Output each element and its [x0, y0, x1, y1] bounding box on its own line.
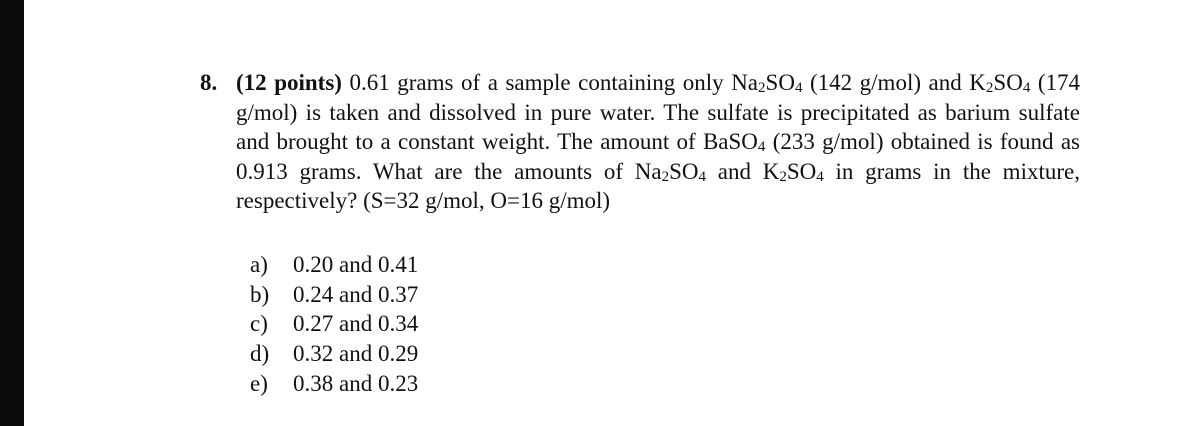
- subscript: 4: [757, 139, 766, 155]
- subscript: 4: [794, 80, 803, 96]
- question-text-part: (142 g/mol) and K: [802, 70, 986, 95]
- question-text-part: (233 g/mol) obtained is found as 0.913 grams. What are the amounts of Na: [236, 129, 1080, 184]
- question-text-part: and K: [705, 158, 780, 184]
- option-text: 0.32 and 0.29: [293, 341, 419, 367]
- option-text: 0.20 and 0.41: [293, 252, 419, 277]
- question-text-part: 0.61 grams of a sample containing only Na: [341, 70, 759, 95]
- question-text-part: SO: [765, 70, 795, 95]
- subscript: 2: [985, 80, 994, 96]
- left-edge-bar: [0, 0, 24, 426]
- question-text-part: in grams in the mixture, respectively? (S=32 g/mol, O=16 g/mol): [236, 158, 1080, 213]
- option-letter: b): [250, 281, 270, 307]
- option-letter: d): [250, 341, 270, 367]
- option-text: 0.38 and 0.23: [293, 370, 419, 396]
- question-block: [200, 68, 1080, 216]
- subscript: 2: [661, 168, 670, 185]
- option-e[interactable]: [250, 369, 418, 399]
- subscript: 4: [698, 168, 706, 185]
- option-d[interactable]: [250, 339, 418, 369]
- option-b[interactable]: [250, 280, 418, 310]
- option-text: 0.27 and 0.34: [293, 311, 419, 337]
- answer-options: [250, 250, 418, 399]
- subscript: 4: [816, 168, 824, 185]
- option-c[interactable]: [250, 309, 418, 339]
- option-letter: e): [250, 370, 268, 396]
- option-letter: c): [250, 311, 268, 337]
- question-text-part: SO: [786, 158, 817, 184]
- subscript: 4: [1022, 80, 1031, 96]
- question-text-part: (174 g/mol) is taken and dissolved in pure water. The sulfate is precipitated as barium sulfate and brought to a constant weight. The amount of BaSO: [236, 70, 1081, 154]
- option-text: 0.24 and 0.37: [293, 281, 419, 307]
- option-letter: a): [250, 252, 268, 277]
- question-text-part: SO: [669, 158, 699, 184]
- question-number: 8.: [200, 70, 218, 95]
- subscript: 2: [779, 168, 787, 185]
- option-a[interactable]: [250, 250, 418, 280]
- question-points: (12 points): [236, 70, 342, 95]
- question-text: [236, 68, 1080, 216]
- subscript: 2: [758, 80, 766, 96]
- question-text-part: SO: [993, 70, 1023, 95]
